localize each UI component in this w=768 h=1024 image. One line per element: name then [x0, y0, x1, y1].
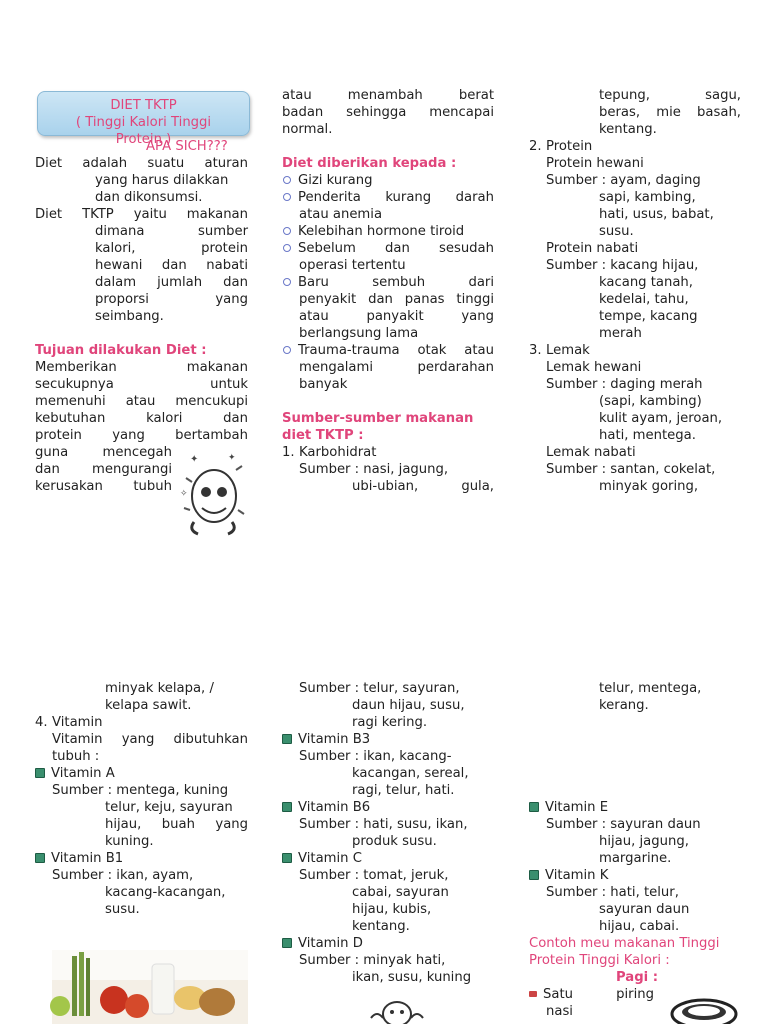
lemak-nabati-sumber-2: minyak goring,: [599, 479, 699, 494]
bullet-icon: [282, 734, 292, 744]
list-item: Sebelum dan sesudah: [282, 240, 494, 257]
list-item: Gizi kurang: [282, 172, 494, 189]
pagi-label: Pagi :: [616, 970, 659, 985]
dizzy-person-illustration: [176, 448, 248, 536]
hewani-sumber-3: hati, usus, babat,: [599, 207, 714, 222]
list-item-cont: banyak: [299, 377, 348, 392]
diet-diberikan-heading: Diet diberikan kepada :: [282, 156, 457, 171]
vit-c-sumber-2: cabai, sayuran: [352, 885, 449, 900]
col3-cont-1: tepung, sagu,: [599, 88, 741, 103]
nabati-sumber-5: merah: [599, 326, 642, 341]
diet-def-3: dan dikonsumsi.: [95, 190, 203, 205]
vitamin-a: Vitamin A: [35, 765, 248, 782]
vitamin-k: Vitamin K: [529, 867, 741, 884]
bullet-icon: [35, 853, 45, 863]
karbo-sumber-1: Sumber : nasi, jagung,: [299, 462, 449, 477]
bullet-icon: [283, 346, 291, 354]
vitamin-item: 4. Vitamin: [35, 715, 103, 730]
apa-sich: APA SICH???: [146, 139, 228, 154]
vitamin-b6: Vitamin B6: [282, 799, 494, 816]
tujuan-3: memenuhi atau mencukupi: [35, 394, 248, 409]
karbohidrat-item: 1. Karbohidrat: [282, 445, 377, 460]
vit-c-sumber-3: hijau, kubis,: [352, 902, 432, 917]
contoh-heading-2: Protein Tinggi Kalori :: [529, 953, 670, 968]
tktp-def-6: proporsi yang: [95, 292, 248, 307]
col3-cont-3: kentang.: [599, 122, 657, 137]
vit-b6-sumber-2: produk susu.: [352, 834, 437, 849]
hewani-sumber-4: susu.: [599, 224, 634, 239]
list-item-cont: berlangsung lama: [299, 326, 419, 341]
list-item-cont: atau anemia: [299, 207, 383, 222]
vit-e-sumber-1: Sumber : sayuran daun: [546, 817, 701, 832]
column-3: [529, 87, 741, 495]
bullet-icon: [283, 193, 291, 201]
bullet-icon: [283, 176, 291, 184]
bullet-icon: [282, 938, 292, 948]
vit-a-sumber-1: Sumber : mentega, kuning: [52, 783, 229, 798]
col5-cont-2: daun hijau, susu,: [352, 698, 465, 713]
hewani-sumber-2: sapi, kambing,: [599, 190, 696, 205]
diet-def-2: yang harus dilakkan: [95, 173, 229, 188]
sumber-heading-2: diet TKTP :: [282, 428, 364, 443]
vit-k-sumber-3: hijau, cabai.: [599, 919, 680, 934]
col2-cont-3: normal.: [282, 122, 333, 137]
vitamin-c: Vitamin C: [282, 850, 494, 867]
vit-b3-sumber-1: Sumber : ikan, kacang-: [299, 749, 452, 764]
col2-cont-1: atau menambah berat: [282, 88, 494, 103]
menu-item-cont: nasi: [546, 1004, 573, 1019]
vit-a-sumber-4: kuning.: [105, 834, 154, 849]
list-item-cont: atau panyakit yang: [299, 309, 494, 324]
protein-item: 2. Protein: [529, 139, 593, 154]
vit-b6-sumber-1: Sumber : hati, susu, ikan,: [299, 817, 468, 832]
column-5: [282, 680, 494, 986]
contoh-heading-1: Contoh meu makanan Tinggi: [529, 936, 720, 951]
title-line-2: ( Tinggi Kalori Tinggi: [75, 115, 212, 130]
bullet-icon: [282, 802, 292, 812]
tktp-def-2: dimana sumber: [95, 224, 248, 239]
title-line-3: Protein ): [115, 132, 172, 147]
lemak-hewani-sumber-3: kulit ayam, jeroan,: [599, 411, 723, 426]
healthy-food-photo: [52, 950, 248, 1024]
svg-text:✦: ✦: [228, 453, 236, 463]
diet-def-1: Diet adalah suatu aturan: [35, 156, 248, 171]
bullet-icon: [283, 278, 291, 286]
list-item: Penderita kurang darah: [282, 189, 494, 206]
vitamin-e: Vitamin E: [529, 799, 741, 816]
bullet-icon: [529, 991, 537, 997]
vit-b1-sumber-3: susu.: [105, 902, 140, 917]
karbo-sumber-2: ubi-ubian, gula,: [352, 479, 494, 494]
cartoon-figure-illustration: [365, 994, 429, 1024]
vit-e-sumber-2: hijau, jagung,: [599, 834, 689, 849]
vit-b1-sumber-1: Sumber : ikan, ayam,: [52, 868, 194, 883]
tktp-def-5: dalam jumlah dan: [95, 275, 248, 290]
list-item: Baru sembuh dari: [282, 274, 494, 291]
tujuan-8: kerusakan tubuh: [35, 479, 172, 494]
column-1: [35, 155, 248, 495]
col2-cont-2: badan sehingga mencapai: [282, 105, 494, 120]
bullet-icon: [529, 802, 539, 812]
tktp-def-7: seimbang.: [95, 309, 164, 324]
protein-nabati: Protein nabati: [546, 241, 639, 256]
col4-cont-1: minyak kelapa, /: [105, 681, 214, 696]
lemak-hewani-sumber-1: Sumber : daging merah: [546, 377, 703, 392]
tujuan-1: Memberikan makanan: [35, 360, 248, 375]
protein-hewani: Protein hewani: [546, 156, 644, 171]
nabati-sumber-3: kedelai, tahu,: [599, 292, 689, 307]
lemak-hewani-sumber-4: hati, mentega.: [599, 428, 696, 443]
svg-text:✦: ✦: [190, 454, 199, 465]
vit-desc-1: Vitamin yang dibutuhkan: [52, 732, 248, 747]
lemak-nabati: Lemak nabati: [546, 445, 636, 460]
vitamin-b3: Vitamin B3: [282, 731, 494, 748]
nabati-sumber-1: Sumber : kacang hijau,: [546, 258, 699, 273]
bullet-icon: [35, 768, 45, 778]
bullet-icon: [282, 853, 292, 863]
svg-text:✧: ✧: [180, 489, 188, 499]
tujuan-7: dan mengurangi: [35, 462, 172, 477]
col5-cont-3: ragi kering.: [352, 715, 428, 730]
list-item: Trauma-trauma otak atau: [282, 342, 494, 359]
column-4: [35, 680, 248, 918]
list-item-cont: mengalami perdarahan: [299, 360, 494, 375]
tujuan-2: secukupnya untuk: [35, 377, 248, 392]
tktp-def-3: kalori, protein: [95, 241, 248, 256]
vit-desc-2: tubuh :: [52, 749, 100, 764]
col6-cont-2: kerang.: [599, 698, 649, 713]
column-6: [529, 680, 741, 1020]
vitamin-d: Vitamin D: [282, 935, 494, 952]
list-item-cont: penyakit dan panas tinggi: [299, 292, 494, 307]
vit-e-sumber-3: margarine.: [599, 851, 672, 866]
vit-b3-sumber-3: ragi, telur, hati.: [352, 783, 455, 798]
lemak-item: 3. Lemak: [529, 343, 590, 358]
tujuan-heading: Tujuan dilakukan Diet :: [35, 343, 207, 358]
lemak-hewani: Lemak hewani: [546, 360, 642, 375]
bullet-icon: [283, 244, 291, 252]
vit-a-sumber-2: telur, keju, sayuran: [105, 800, 233, 815]
menu-item: Satu piring: [529, 986, 654, 1003]
tktp-def-4: hewani dan nabati: [95, 258, 248, 273]
vitamin-b1: Vitamin B1: [35, 850, 248, 867]
tujuan-5: protein yang bertambah: [35, 428, 248, 443]
vit-c-sumber-4: kentang.: [352, 919, 410, 934]
plate-illustration: [668, 994, 740, 1024]
tujuan-4: kebutuhan kalori dan: [35, 411, 248, 426]
nabati-sumber-4: tempe, kacang: [599, 309, 698, 324]
col3-cont-2: beras, mie basah,: [599, 105, 741, 120]
lemak-nabati-sumber-1: Sumber : santan, cokelat,: [546, 462, 716, 477]
vit-a-sumber-3: hijau, buah yang: [105, 817, 248, 832]
nabati-sumber-2: kacang tanah,: [599, 275, 693, 290]
col4-cont-2: kelapa sawit.: [105, 698, 192, 713]
vit-b3-sumber-2: kacangan, sereal,: [352, 766, 469, 781]
col6-cont-1: telur, mentega,: [599, 681, 702, 696]
list-item-cont: operasi tertentu: [299, 258, 406, 273]
vit-k-sumber-2: sayuran daun: [599, 902, 690, 917]
lemak-hewani-sumber-2: (sapi, kambing): [599, 394, 702, 409]
column-2: [282, 87, 494, 495]
vit-k-sumber-1: Sumber : hati, telur,: [546, 885, 679, 900]
col5-cont-1: Sumber : telur, sayuran,: [299, 681, 460, 696]
tujuan-6: guna mencegah: [35, 445, 172, 460]
vit-c-sumber-1: Sumber : tomat, jeruk,: [299, 868, 449, 883]
title-line-1: DIET TKTP: [110, 98, 177, 113]
list-item: Kelebihan hormone tiroid: [282, 223, 494, 240]
vit-b1-sumber-2: kacang-kacangan,: [105, 885, 226, 900]
vit-d-sumber-2: ikan, susu, kuning: [352, 970, 472, 985]
bullet-icon: [529, 870, 539, 880]
tktp-def-1: Diet TKTP yaitu makanan: [35, 207, 248, 222]
vit-d-sumber-1: Sumber : minyak hati,: [299, 953, 446, 968]
bullet-icon: [283, 227, 291, 235]
sumber-heading-1: Sumber-sumber makanan: [282, 411, 474, 426]
hewani-sumber-1: Sumber : ayam, daging: [546, 173, 701, 188]
